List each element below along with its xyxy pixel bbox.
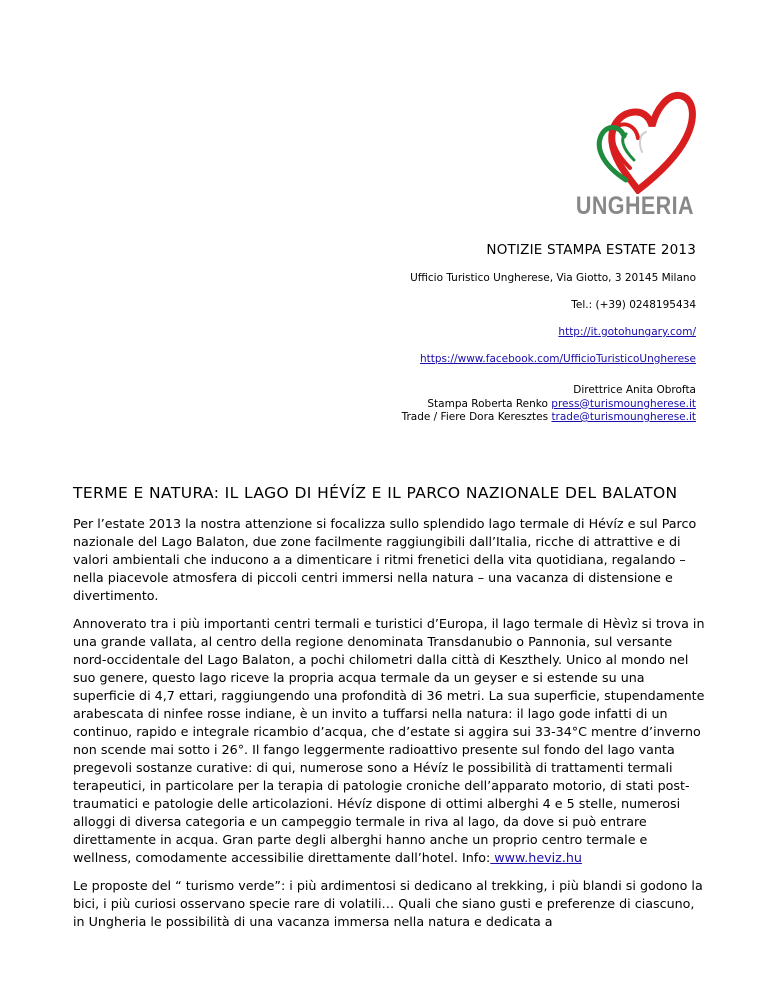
telephone: Tel.: (+39) 0248195434 [571, 299, 696, 311]
paragraph-intro: Per l’estate 2013 la nostra attenzione si focalizza sullo splendido lago termale di Hévíz e sul Parco nazionale del Lago Balaton, due zone facilmente raggiungibili dall’Italia, ricche di attrattive e di valori ambientali che inducono a a dimenticare i ritmi frenetici della vita quotidiana, regalando – nella piacevole atmosfera di piccoli centri immersi nella natura – una vacanza di distensione e divertimento. [73, 516, 697, 603]
paragraph-heviz-text: Annoverato tra i più importanti centri termali e turistici d’Europa, il lago termale di Hèvìz si trova in una grande vallata, al centro della regione denominata Transdanubio o Pannonia, sul versante nord-occidentale del Lago Balaton, a pochi chilometri dalla città di Keszthely. Unico al mondo nel suo genere, questo lago riceve la propria acqua termale da un geyser e si estende su una superficie di 4,7 ettari, raggiungendo una profondità di 36 metri. La sua superficie, stupendamente arabescata di ninfee rosse indiane, è un invito a tuffarsi nella natura: il lago gode infatti di un continuo, rapido e integrale ricambio d’acqua, che d’estate si aggira sui 33-34°C mentre d’inverno non scende mai sotto i 26°. Il fango leggermente radioattivo presente sul fondo del lago vanta pregevoli sostanze curative: di qui, numerose sono a Hévíz le possibilità di trattamenti termali terapeutici, in particolare per la terapia di patologie croniche dell’apparato motorio, di stati post-traumatici e patologie delle articolazioni. Hévíz dispone di ottimi alberghi 4 e 5 stelle, numerosi alloggi di diversa categoria e un campeggio termale in riva al lago, da dove si può entrare direttamente in acqua. Gran parte degli alberghi hanno anche un proprio centro termale e wellness, comodamente accessibilie direttamente dall’hotel. Info: [73, 616, 705, 865]
contact-director [276, 384, 696, 398]
logo-wordmark: UNGHERIA [575, 192, 694, 220]
facebook-link[interactable]: https://www.facebook.com/UfficioTuristicoUngherese [420, 353, 696, 365]
trade-label: Trade / Fiere [401, 411, 466, 423]
news-title: NOTIZIE STAMPA ESTATE 2013 [486, 242, 696, 258]
trade-email-link[interactable]: trade@turismoungherese.it [551, 411, 696, 423]
article-heading: TERME E NATURA: IL LAGO DI HÉVÍZ E IL PARCO NAZIONALE DEL BALATON [73, 484, 678, 502]
article-body [73, 515, 705, 941]
contact-press [276, 398, 696, 412]
heart-ribbon-logo-icon [586, 82, 696, 194]
paragraph-green-tourism: Le proposte del “ turismo verde”: i più ardimentosi si dedicano al trekking, i più blandi si godono la bici, i più curiosi osservano specie rare di volatili… Quali che siano gusti e preferenze di ciascuno, in Ungheria le possibilità di una vacanza immersa nella natura e dedicata a [73, 878, 703, 929]
director-label: Direttrice [573, 384, 623, 396]
contact-trade [276, 411, 696, 425]
heviz-link[interactable]: www.heviz.hu [490, 850, 582, 865]
paragraph-heviz [73, 615, 705, 867]
press-header [276, 242, 696, 425]
press-name: Roberta Renko [471, 397, 548, 410]
contacts-block [276, 384, 696, 425]
trade-name: Dora Keresztes [469, 411, 549, 423]
director-name: Anita Obrofta [625, 384, 696, 396]
press-label: Stampa [427, 397, 468, 410]
ungheria-logo [556, 82, 696, 222]
website-link[interactable]: http://it.gotohungary.com/ [558, 326, 696, 338]
press-email-link[interactable]: press@turismoungherese.it [551, 397, 696, 410]
office-address: Ufficio Turistico Ungherese, Via Giotto, 3 20145 Milano [410, 272, 696, 284]
